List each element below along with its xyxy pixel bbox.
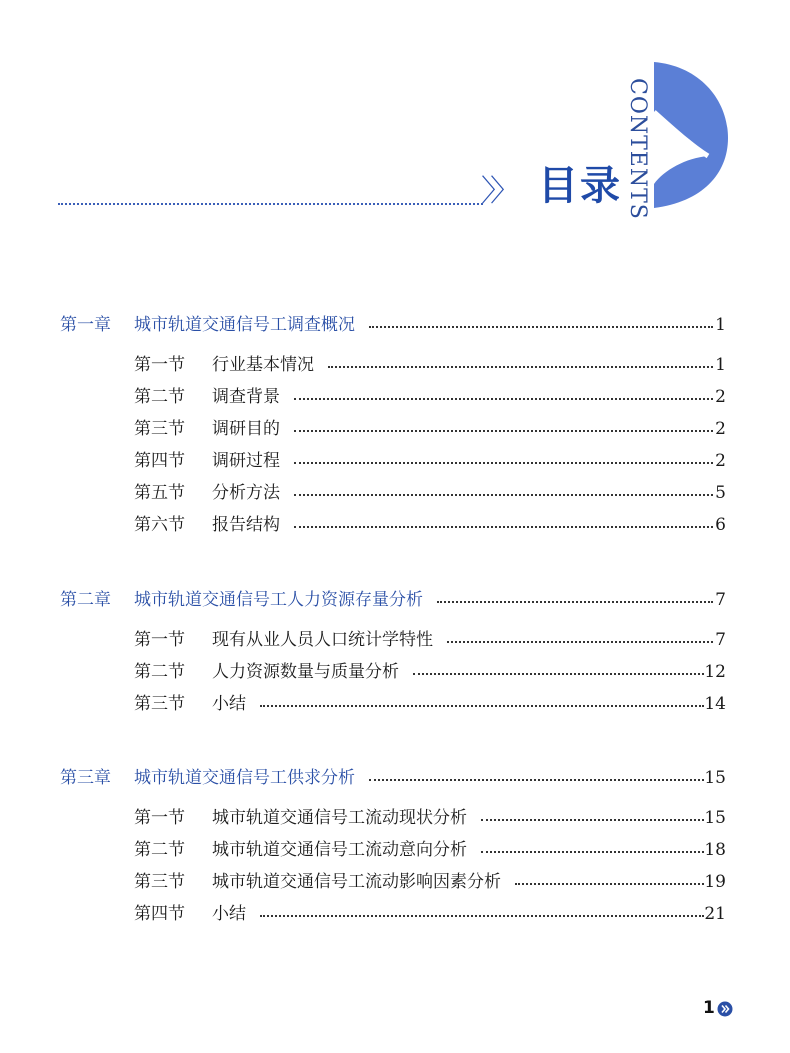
section-title: 调研目的 [212,419,280,439]
page-ref: 7 [715,590,726,610]
section-title: 报告结构 [212,515,280,535]
toc-section-row[interactable] [0,690,790,718]
leader-dots [294,430,713,432]
section-number: 第二节 [134,840,185,860]
section-title: 分析方法 [212,483,280,503]
leader-dots [413,673,704,675]
section-number: 第二节 [134,662,185,682]
leader-dots [294,526,713,528]
chapter-number: 第三章 [60,768,111,788]
double-chevron-icon: 〉〉 [481,174,514,209]
section-title: 城市轨道交通信号工流动意向分析 [212,840,467,860]
page-number: 1 [703,998,715,1018]
section-number: 第六节 [134,515,185,535]
leader-dots [369,326,713,328]
section-number: 第一节 [134,630,185,650]
section-number: 第三节 [134,694,185,714]
leader-dots [260,705,704,707]
chevron-right-icon [717,1001,733,1017]
section-number: 第一节 [134,808,185,828]
leader-dots [260,915,704,917]
toc-section-row[interactable] [0,383,790,411]
toc-section-row[interactable] [0,868,790,896]
page-ref: 15 [704,768,726,788]
page-ref: 1 [715,355,726,375]
page-ref: 1 [715,315,726,335]
page-title: 目录 [538,163,622,209]
toc-section-row[interactable] [0,511,790,539]
section-title: 行业基本情况 [212,355,314,375]
leader-dots [294,494,713,496]
page-ref: 21 [704,904,726,924]
section-title: 调查背景 [212,387,280,407]
page-ref: 15 [704,808,726,828]
chapter-number: 第二章 [60,590,111,610]
page-ref: 12 [704,662,726,682]
chapter-number: 第一章 [60,315,111,335]
page-ref: 2 [715,451,726,471]
section-number: 第四节 [134,451,185,471]
section-title: 调研过程 [212,451,280,471]
toc-section-row[interactable] [0,836,790,864]
section-number: 第二节 [134,387,185,407]
page-ref: 2 [715,419,726,439]
section-title: 城市轨道交通信号工流动现状分析 [212,808,467,828]
chapter-title: 城市轨道交通信号工人力资源存量分析 [134,590,423,610]
leader-dots [294,398,713,400]
leader-dots [481,819,704,821]
section-title: 城市轨道交通信号工流动影响因素分析 [212,872,501,892]
section-number: 第三节 [134,419,185,439]
section-number: 第三节 [134,872,185,892]
page-ref: 7 [715,630,726,650]
leader-dots [369,779,704,781]
chapter-title: 城市轨道交通信号工供求分析 [134,768,355,788]
page-ref: 2 [715,387,726,407]
section-title: 小结 [212,904,246,924]
leader-dots [447,641,713,643]
page-ref: 5 [715,483,726,503]
page-ref: 14 [704,694,726,714]
page-ref: 18 [704,840,726,860]
toc-section-row[interactable] [0,351,790,379]
page-ref: 6 [715,515,726,535]
toc-section-row[interactable] [0,447,790,475]
toc-section-row[interactable] [0,658,790,686]
section-title: 小结 [212,694,246,714]
section-number: 第一节 [134,355,185,375]
toc-section-row[interactable] [0,626,790,654]
header-dotted-rule [58,203,483,205]
contents-label: CONTENTS [625,78,650,220]
leader-dots [294,462,713,464]
leader-dots [328,366,713,368]
leader-dots [437,601,713,603]
toc-chapter-row[interactable] [0,586,790,614]
toc-section-row[interactable] [0,804,790,832]
chapter-title: 城市轨道交通信号工调查概况 [134,315,355,335]
leader-dots [515,883,704,885]
section-number: 第四节 [134,904,185,924]
toc-section-row[interactable] [0,900,790,928]
leader-dots [481,851,704,853]
section-title: 人力资源数量与质量分析 [212,662,399,682]
page-ref: 19 [704,872,726,892]
toc-chapter-row[interactable] [0,764,790,792]
toc-chapter-row[interactable] [0,311,790,339]
toc-section-row[interactable] [0,415,790,443]
toc-section-row[interactable] [0,479,790,507]
section-title: 现有从业人员人口统计学特性 [212,630,433,650]
contents-emblem-icon [650,60,730,210]
section-number: 第五节 [134,483,185,503]
